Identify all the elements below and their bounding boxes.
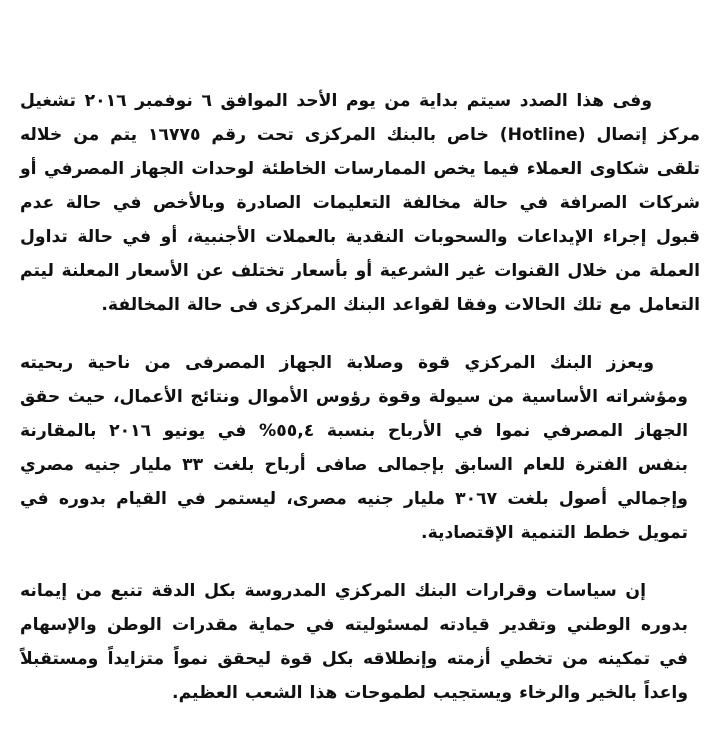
paragraph-central-bank-policies: إن سياسات وقرارات البنك المركزي المدروسة بكل الدقة تنبع من إيمانه بدوره الوطني وتقدير قيادته لمسئوليته في حماية مقدرات الوطن والإسهام في تمكينه من تخطي أزمته وإنطلاقه بكل قوة ليحقق نمواً متزايداً ومستقبلاً واعداً بالخير والرخاء ويستجيب لطموحات هذا الشعب العظيم. xyxy=(20,581,688,703)
paragraph-banking-profits: ويعزز البنك المركزي قوة وصلابة الجهاز المصرفى من ناحية ربحيته ومؤشراته الأساسية من سيولة وقوة رؤوس الأموال ونتائج الأعمال، حيث حقق الجهاز المصرفي نموا في الأرباح بنسبة ٥٥,٤% في يونيو ٢٠١٦ بالمقارنة بنفس الفترة للعام السابق بإجمالى صافى أرباح بلغت ٣٣ مليار جنيه مصري وإجمالي أصول بلغت ٣٠٦٧ مليار جنيه مصرى، ليستمر في القيام بدوره في تمويل خطط التنمية الإقتصادية. xyxy=(20,353,688,543)
document-body xyxy=(20,84,700,734)
paragraph-hotline-announcement: وفى هذا الصدد سيتم بداية من يوم الأحد الموافق ٦ نوفمبر ٢٠١٦ تشغيل مركز إتصال (Hotline) خاص بالبنك المركزى تحت رقم ١٦٧٧٥ يتم من خلاله تلقى شكاوى العملاء فيما يخص الممارسات الخاطئة لوحدات الجهاز المصرفي أو شركات الصرافة في حالة مخالفة التعليمات الصادرة وبالأخص في حالة عدم قبول إجراء الإيداعات والسحوبات النقدية بالعملات الأجنبية، أو في حالة تداول العملة من خلال القنوات غير الشرعية أو بأسعار تختلف عن الأسعار المعلنة ليتم التعامل مع تلك الحالات وفقا لقواعد البنك المركزى فى حالة المخالفة. xyxy=(20,91,700,315)
